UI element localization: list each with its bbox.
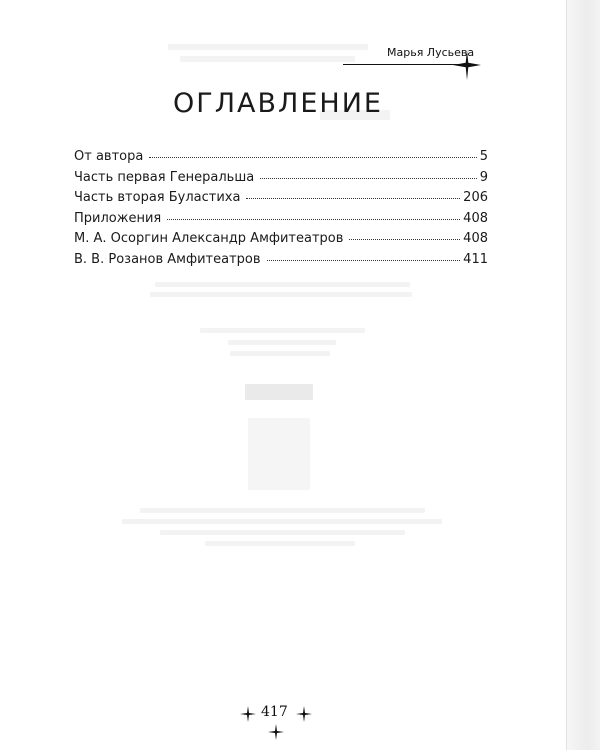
toc-entry-page: 5 [479, 149, 488, 164]
running-head-rule [343, 64, 461, 65]
star-ornament-icon [268, 724, 284, 740]
star-ornament-icon [296, 706, 312, 722]
toc-entry[interactable] [74, 208, 488, 229]
star-ornament-icon [240, 706, 256, 722]
toc-entry-page: 408 [463, 210, 488, 226]
toc-entry-page: 411 [463, 251, 488, 267]
running-head-title: Марья Лусьева [387, 46, 475, 59]
table-of-contents [74, 146, 488, 269]
toc-entry-page: 408 [463, 231, 488, 246]
toc-entry-title: Часть вторая Буластиха [74, 190, 241, 205]
toc-entry-title: М. А. Осоргин Александр Амфитеатров [74, 231, 344, 246]
dot-leader [349, 228, 460, 242]
toc-heading: ОГЛАВЛЕНИЕ [173, 88, 383, 119]
dot-leader [267, 249, 461, 263]
toc-entry[interactable] [74, 167, 488, 188]
page-number: 417 [261, 704, 288, 720]
toc-entry[interactable] [74, 146, 488, 167]
toc-entry-title: От автора [74, 149, 144, 164]
dot-leader [149, 146, 476, 160]
toc-entry-title: Приложения [74, 210, 162, 226]
toc-entry[interactable] [74, 249, 488, 270]
page-edge [566, 0, 600, 750]
toc-entry-page: 9 [479, 169, 488, 185]
toc-entry-title: В. В. Розанов Амфитеатров [74, 251, 261, 267]
dot-leader [246, 187, 460, 201]
page-footer [230, 704, 320, 744]
dot-leader [260, 167, 477, 181]
toc-entry[interactable] [74, 228, 488, 249]
running-head [343, 46, 493, 76]
toc-entry-page: 206 [463, 190, 488, 205]
dot-leader [167, 208, 460, 222]
star-ornament-icon [453, 50, 481, 80]
toc-entry-title: Часть первая Генеральша [74, 169, 255, 185]
toc-entry[interactable] [74, 187, 488, 208]
